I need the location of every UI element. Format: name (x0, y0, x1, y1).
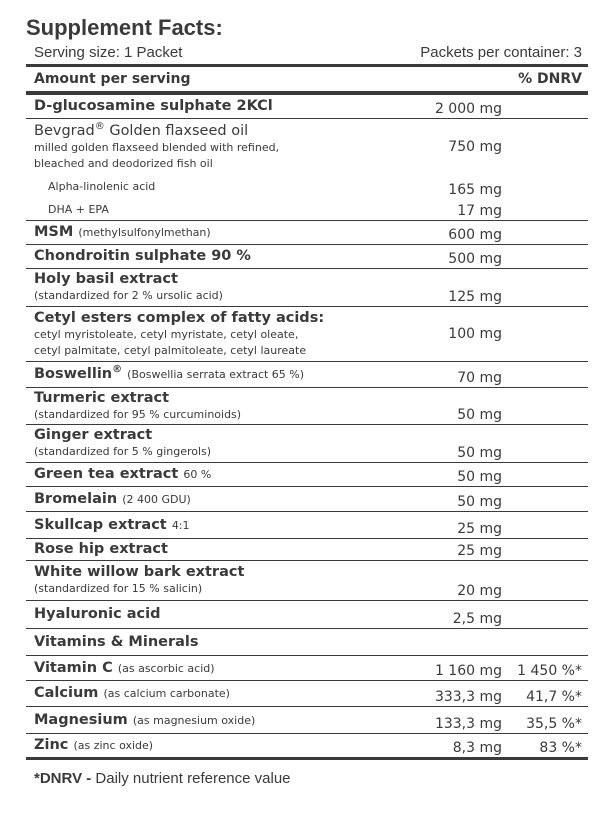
ingredient-amount: 133,3 mg (434, 716, 502, 732)
ingredient-name: Zinc (34, 737, 69, 753)
ingredient-detail: (methylsulfonylmethan) (78, 226, 211, 239)
supplement-facts-panel (26, 14, 588, 787)
ingredient-detail: (as ascorbic acid) (117, 661, 215, 675)
ingredient-name: Holy basil extract (34, 271, 178, 287)
row-glucosamine (26, 95, 588, 119)
row-bromelain (26, 487, 588, 512)
ingredient-description: cetyl myristoleate, cetyl myristate, cetyl oleate, (34, 327, 299, 341)
ingredient-amount: 50 mg (457, 469, 502, 485)
ingredient-amount: 333,3 mg (434, 689, 502, 705)
ingredient-name: Chondroitin sulphate 90 % (34, 248, 251, 264)
ingredient-name: Ginger extract (34, 427, 153, 443)
row-chondroitin (26, 245, 588, 269)
ingredient-detail: (standardized for 95 % curcuminoids) (34, 407, 242, 421)
ingredient-dnrv: 1 450 %* (517, 663, 582, 679)
ingredient-amount: 17 mg (457, 203, 502, 219)
ingredient-amount: 25 mg (457, 521, 502, 537)
ingredient-amount: 100 mg (448, 326, 502, 342)
ingredient-detail: (standardized for 15 % salicin) (34, 582, 203, 595)
ingredient-name: Turmeric extract (34, 389, 170, 406)
ingredient-dnrv: 83 %* (539, 740, 582, 756)
packets-per-container: Packets per container: 3 (420, 44, 582, 61)
ingredient-name: MSM (34, 224, 74, 240)
row-zinc (26, 734, 588, 760)
ingredient-name: Cetyl esters complex of fatty acids: (34, 309, 325, 326)
serving-size: Serving size: 1 Packet (34, 44, 183, 61)
ingredient-amount: 500 mg (448, 251, 502, 267)
ingredient-name: Skullcap extract (34, 516, 167, 533)
row-alpha-linolenic (26, 175, 588, 199)
row-ginger (26, 425, 588, 463)
section-vitamins-minerals (26, 629, 588, 656)
row-magnesium (26, 707, 588, 734)
amount-header: Amount per serving (34, 71, 191, 87)
ingredient-amount: 1 160 mg (434, 663, 502, 679)
row-cetyl-esters (26, 307, 588, 362)
registered-mark: ® (112, 364, 123, 376)
ingredient-name: Magnesium (34, 711, 128, 728)
ingredient-amount: 50 mg (457, 445, 502, 461)
ingredient-dnrv: 41,7 %* (526, 689, 582, 705)
ingredient-description: milled golden flaxseed blended with refined, (34, 140, 280, 154)
ingredient-detail: (standardized for 2 % ursolic acid) (34, 289, 223, 302)
ingredient-name-rest: Golden flaxseed oil (104, 122, 249, 139)
ingredient-dnrv: 35,5 %* (526, 716, 582, 732)
ingredient-amount: 600 mg (448, 227, 502, 243)
ingredient-detail: (as zinc oxide) (73, 739, 154, 752)
ingredient-detail: 60 % (183, 468, 212, 481)
section-heading: Vitamins & Minerals (34, 633, 199, 650)
ingredient-amount: 2,5 mg (452, 611, 502, 627)
row-msm (26, 221, 588, 245)
ingredient-detail: (as calcium carbonate) (103, 687, 230, 700)
ingredient-amount: 50 mg (457, 494, 502, 510)
ingredient-name: Boswellin (34, 366, 113, 382)
dnrv-header: % DNRV (518, 71, 582, 87)
row-vitamin-c (26, 656, 588, 681)
registered-mark: ® (94, 120, 105, 132)
ingredient-detail: (Boswellia serrata extract 65 %) (127, 368, 305, 381)
ingredient-name: White willow bark extract (34, 564, 245, 580)
row-boswellin (26, 362, 588, 388)
row-flaxseed (26, 119, 588, 175)
ingredient-amount: 8,3 mg (452, 740, 502, 756)
ingredient-name: Bevgrad (34, 122, 95, 139)
ingredient-name: DHA + EPA (48, 202, 109, 216)
footnote (26, 770, 588, 787)
ingredient-detail: (2 400 GDU) (122, 492, 191, 506)
ingredient-description: cetyl palmitate, cetyl palmitoleate, cetyl laureate (34, 343, 307, 357)
ingredient-amount: 165 mg (448, 182, 502, 198)
footnote-label: *DNRV - (34, 770, 92, 787)
ingredient-detail: (standardized for 5 % gingerols) (34, 445, 212, 458)
ingredient-name: Hyaluronic acid (34, 606, 161, 622)
row-hyaluronic-acid (26, 601, 588, 629)
row-dha-epa (26, 199, 588, 221)
footnote-text: Daily nutrient reference value (91, 770, 291, 787)
serving-info (26, 42, 588, 64)
row-holy-basil (26, 269, 588, 307)
ingredient-name: Bromelain (34, 490, 118, 507)
ingredient-name: Vitamin C (34, 659, 113, 676)
ingredient-amount: 2 000 mg (434, 101, 502, 117)
ingredient-detail: (as magnesium oxide) (132, 713, 256, 727)
row-white-willow (26, 561, 588, 601)
ingredient-amount: 20 mg (457, 583, 502, 599)
ingredient-name: Green tea extract (34, 466, 179, 482)
row-green-tea (26, 463, 588, 487)
ingredient-amount: 50 mg (457, 407, 502, 423)
ingredient-amount: 25 mg (457, 543, 502, 559)
ingredient-amount: 125 mg (448, 289, 502, 305)
ingredient-amount: 750 mg (448, 139, 502, 155)
row-calcium (26, 681, 588, 707)
ingredient-amount: 70 mg (457, 370, 502, 386)
ingredient-name: Alpha-linolenic acid (48, 180, 156, 193)
panel-title: Supplement Facts: (26, 15, 223, 40)
ingredient-name: D-glucosamine sulphate 2KCl (34, 98, 273, 114)
row-turmeric (26, 388, 588, 425)
ingredient-description: bleached and deodorized fish oil (34, 156, 213, 170)
ingredient-detail: 4:1 (171, 518, 190, 532)
row-skullcap (26, 512, 588, 539)
row-rose-hip (26, 539, 588, 561)
ingredient-name: Calcium (34, 685, 99, 701)
ingredient-name: Rose hip extract (34, 541, 168, 557)
column-header (26, 67, 588, 91)
